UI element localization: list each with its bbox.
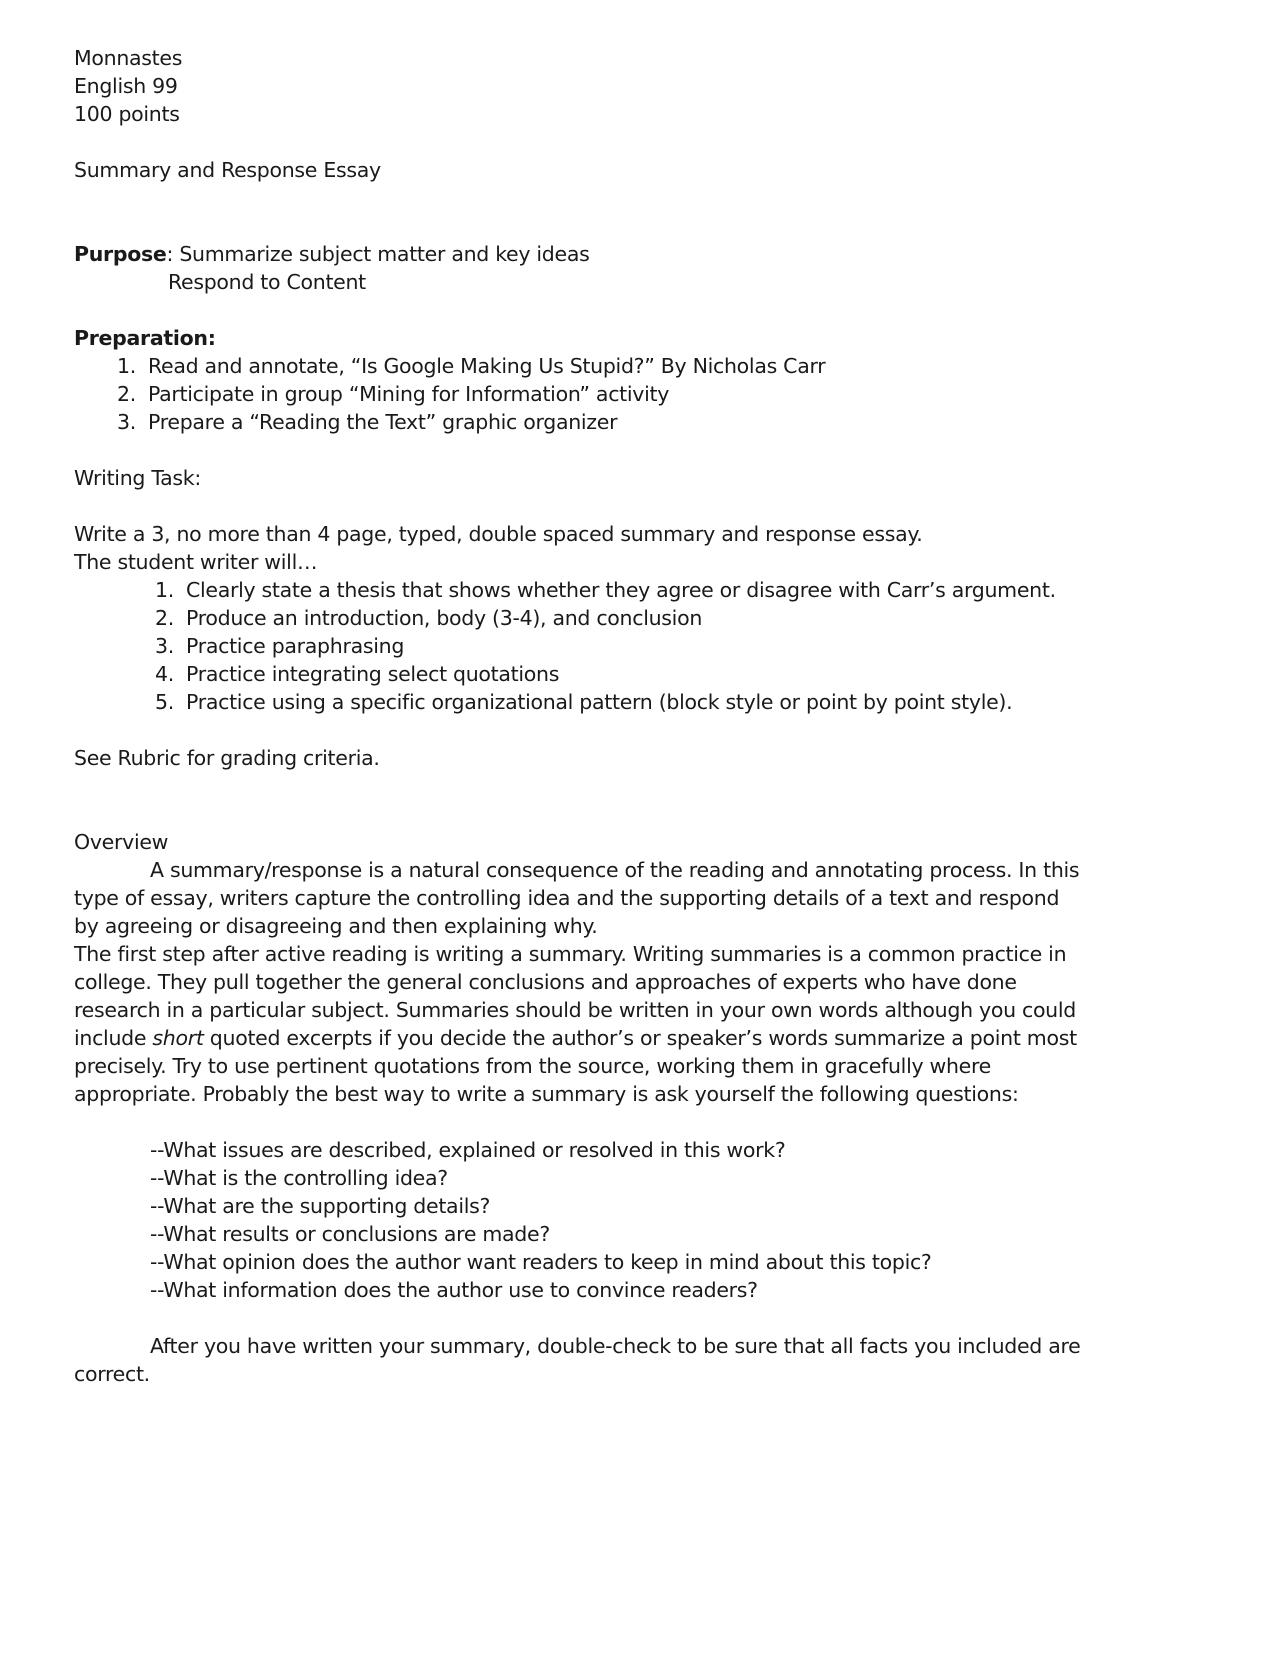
list-text: Practice using a specific organizational pattern (block style or point by point style). bbox=[186, 690, 1013, 714]
overview-paragraph-2-line: college. They pull together the general conclusions and approaches of experts who have done bbox=[74, 970, 1017, 994]
purpose-label: Purpose bbox=[74, 242, 167, 266]
list-number: 1. bbox=[117, 354, 136, 378]
text-span: include bbox=[74, 1026, 153, 1050]
list-text: Practice integrating select quotations bbox=[186, 662, 560, 686]
list-number: 2. bbox=[155, 606, 174, 630]
list-text: Prepare a “Reading the Text” graphic organizer bbox=[148, 410, 618, 434]
closing-line-2: correct. bbox=[74, 1362, 150, 1386]
question-item: --What issues are described, explained or resolved in this work? bbox=[150, 1138, 786, 1162]
list-text: Practice paraphrasing bbox=[186, 634, 405, 658]
preparation-list bbox=[74, 352, 1214, 436]
overview-heading: Overview bbox=[74, 830, 169, 854]
question-list bbox=[74, 1136, 1214, 1304]
list-number: 4. bbox=[155, 662, 174, 686]
question-item: --What information does the author use to convince readers? bbox=[150, 1278, 758, 1302]
list-number: 1. bbox=[155, 578, 174, 602]
list-item bbox=[74, 352, 1214, 380]
overview-paragraph-1-line: type of essay, writers capture the controlling idea and the supporting details of a text and respond bbox=[74, 886, 1060, 910]
question-item: --What are the supporting details? bbox=[150, 1194, 491, 1218]
closing-line-1: After you have written your summary, double-check to be sure that all facts you included are bbox=[150, 1334, 1081, 1358]
emphasis-word: short bbox=[152, 1026, 204, 1050]
list-text: Participate in group “Mining for Information” activity bbox=[148, 382, 670, 406]
purpose-text-1: Summarize subject matter and key ideas bbox=[173, 242, 590, 266]
list-item bbox=[74, 380, 1214, 408]
preparation-heading: Preparation: bbox=[74, 326, 216, 350]
list-item bbox=[74, 576, 1214, 604]
document-title: Summary and Response Essay bbox=[74, 158, 381, 182]
list-item bbox=[74, 660, 1214, 688]
overview-paragraph-2-line: The first step after active reading is writing a summary. Writing summaries is a common practice in bbox=[74, 942, 1067, 966]
list-number: 5. bbox=[155, 690, 174, 714]
rubric-note: See Rubric for grading criteria. bbox=[74, 746, 380, 770]
question-item: --What opinion does the author want readers to keep in mind about this topic? bbox=[150, 1250, 932, 1274]
writing-task-list bbox=[74, 576, 1214, 716]
overview-paragraph-1-line: A summary/response is a natural consequence of the reading and annotating process. In this bbox=[150, 858, 1080, 882]
question-item: --What results or conclusions are made? bbox=[150, 1222, 550, 1246]
purpose-colon: : bbox=[166, 242, 174, 266]
list-item bbox=[74, 408, 1214, 436]
document-page bbox=[74, 44, 1214, 1388]
purpose-line-1 bbox=[74, 240, 1214, 268]
overview-paragraph-2-line: precisely. Try to use pertinent quotations from the source, working them in gracefully where bbox=[74, 1054, 991, 1078]
list-text: Read and annotate, “Is Google Making Us Stupid?” By Nicholas Carr bbox=[148, 354, 826, 378]
list-number: 2. bbox=[117, 382, 136, 406]
list-number: 3. bbox=[155, 634, 174, 658]
instructor-name: Monnastes bbox=[74, 46, 183, 70]
writing-task-intro: Write a 3, no more than 4 page, typed, double spaced summary and response essay. bbox=[74, 522, 923, 546]
writing-task-intro-2: The student writer will… bbox=[74, 550, 318, 574]
list-item bbox=[74, 688, 1214, 716]
writing-task-heading: Writing Task: bbox=[74, 466, 201, 490]
overview-paragraph-2-line: research in a particular subject. Summaries should be written in your own words although you could bbox=[74, 998, 1076, 1022]
points-value: 100 points bbox=[74, 102, 180, 126]
overview-paragraph-2-line: appropriate. Probably the best way to write a summary is ask yourself the following questions: bbox=[74, 1082, 1019, 1106]
list-text: Clearly state a thesis that shows whether they agree or disagree with Carr’s argument. bbox=[186, 578, 1056, 602]
course-name: English 99 bbox=[74, 74, 178, 98]
purpose-line-2: Respond to Content bbox=[168, 270, 366, 294]
list-text: Produce an introduction, body (3-4), and conclusion bbox=[186, 606, 703, 630]
overview-paragraph-1-line: by agreeing or disagreeing and then explaining why. bbox=[74, 914, 598, 938]
list-item bbox=[74, 604, 1214, 632]
overview-paragraph-2-line bbox=[74, 1024, 1214, 1052]
list-number: 3. bbox=[117, 410, 136, 434]
text-span: quoted excerpts if you decide the author’s or speaker’s words summarize a point most bbox=[203, 1026, 1077, 1050]
list-item bbox=[74, 632, 1214, 660]
question-item: --What is the controlling idea? bbox=[150, 1166, 448, 1190]
